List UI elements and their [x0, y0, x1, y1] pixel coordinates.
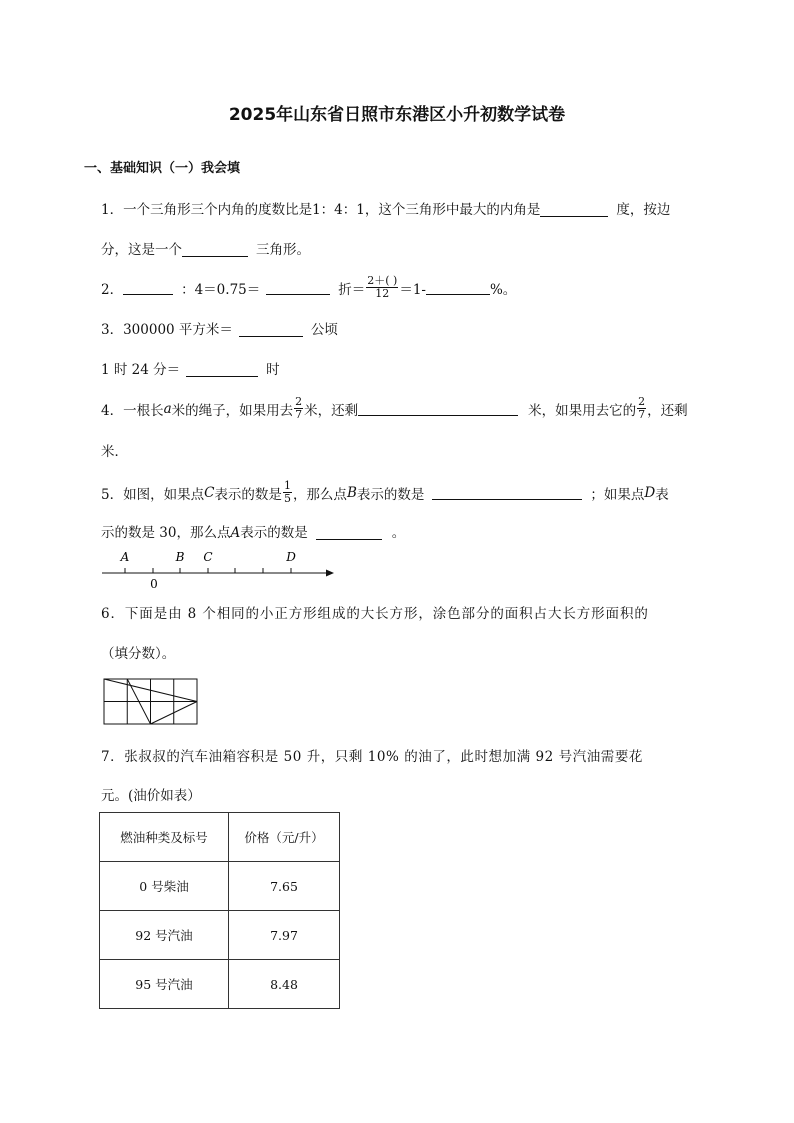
answer-blank[interactable]	[358, 401, 518, 416]
question-6-line-2: （填分数）。	[101, 646, 176, 662]
table-cell: 92 号汽油	[100, 911, 229, 960]
oil-price-table	[99, 812, 340, 1009]
point-label-c: C	[203, 550, 213, 564]
fraction-denominator: 7	[638, 408, 646, 421]
question-1-line-1	[101, 198, 670, 218]
table-header: 价格（元/升）	[229, 813, 340, 862]
fraction-numerator: 2＋( )	[367, 274, 398, 287]
q4-text-d: 米，如果用去它的	[528, 402, 637, 419]
q3-text-b: 公顷	[310, 322, 338, 338]
question-3-line-2	[101, 358, 280, 378]
point-label-a: A	[120, 550, 130, 564]
answer-blank[interactable]	[540, 202, 608, 217]
page-title: 2025年山东省日照市东港区小升初数学试卷	[228, 105, 566, 125]
q5-text-e: ；如果点	[590, 486, 645, 503]
q1-text-b: 度，按边	[616, 202, 671, 218]
q5-text-a: 5．如图，如果点	[101, 486, 205, 503]
table-row	[100, 960, 340, 1009]
q4-fraction-2	[637, 396, 646, 421]
q1-text-d: 三角形。	[256, 242, 310, 258]
q2-text-zhe: 折＝	[338, 281, 366, 298]
variable-b: B	[346, 484, 357, 501]
table-header: 燃油种类及标号	[100, 813, 229, 862]
question-4-line-1	[101, 396, 688, 421]
q3-text-d: 时	[266, 362, 280, 378]
q5-text-d: 表示的数是	[356, 486, 425, 503]
table-row	[100, 862, 340, 911]
q3-text-c: 1 时 24 分＝	[101, 362, 181, 378]
number-line-figure	[96, 546, 341, 592]
answer-blank[interactable]	[426, 280, 490, 295]
q2-fraction	[366, 275, 398, 300]
table-cell: 7.97	[229, 911, 340, 960]
answer-blank[interactable]	[182, 242, 248, 257]
answer-blank[interactable]	[123, 280, 173, 295]
q5-text-h: 表示的数是	[240, 525, 308, 541]
fraction-numerator: 2	[295, 395, 303, 408]
point-label-b: B	[175, 550, 185, 564]
q4-text-b: 米的绳子，如果用去	[171, 402, 294, 419]
q5-fraction	[283, 480, 292, 505]
section-heading: 一、基础知识（一）我会填	[84, 161, 241, 176]
question-6-line-1: 6．下面是由 8 个相同的小正方形组成的大长方形，涂色部分的面积占大长方形面积的	[101, 606, 649, 622]
answer-blank[interactable]	[239, 322, 303, 337]
q2-text-eq: ＝1-	[399, 281, 426, 298]
variable-a: a	[163, 400, 172, 417]
q2-number: 2．	[101, 281, 124, 298]
table-cell: 8.48	[229, 960, 340, 1009]
variable-a: A	[230, 525, 241, 541]
q4-text-c: 米，还剩	[304, 402, 359, 419]
question-7-line-1: 7．张叔叔的汽车油箱容积是 50 升，只剩 10% 的油了，此时想加满 92 号汽油需要花	[101, 749, 643, 765]
q4-text-a: 4．一根长	[101, 402, 164, 419]
q5-text-i: 。	[391, 525, 406, 541]
rectangle-grid-figure	[103, 678, 199, 726]
fraction-denominator: 5	[283, 492, 291, 505]
question-5-line-1	[101, 480, 669, 505]
variable-c: C	[204, 484, 215, 501]
table-cell: 0 号柴油	[100, 862, 229, 911]
q2-text-percent: %。	[489, 281, 517, 298]
question-7-line-2: 元。(油价如表）	[101, 788, 201, 804]
fraction-denominator: 12	[375, 287, 390, 300]
answer-blank[interactable]	[432, 485, 582, 500]
fraction-numerator: 1	[283, 479, 291, 492]
table-cell: 95 号汽油	[100, 960, 229, 1009]
table-cell: 7.65	[229, 862, 340, 911]
table-header-row	[100, 813, 340, 862]
answer-blank[interactable]	[316, 525, 382, 540]
table-row	[100, 911, 340, 960]
q5-text-g: 示的数是 30，那么点	[101, 525, 231, 541]
q1-text-a: 1．一个三角形三个内角的度数比是1：4：1，这个三角形中最大的内角是	[101, 202, 541, 218]
q4-text-e: ，还剩	[647, 402, 688, 419]
q5-text-b: 表示的数是	[214, 486, 282, 503]
question-2	[101, 275, 516, 300]
answer-blank[interactable]	[266, 280, 330, 295]
question-1-line-2	[101, 238, 310, 258]
q5-text-c: ，那么点	[292, 486, 347, 503]
zero-label: 0	[150, 577, 158, 591]
q5-text-f: 表	[655, 486, 669, 503]
answer-blank[interactable]	[186, 362, 258, 377]
q3-text-a: 3．300000 平方米＝	[101, 322, 233, 338]
question-5-line-2	[101, 521, 405, 541]
variable-d: D	[644, 484, 656, 501]
q2-text-ratio: ：4＝0.75＝	[181, 281, 261, 298]
fraction-numerator: 2	[638, 395, 646, 408]
q1-text-c: 分，这是一个	[101, 242, 182, 258]
question-4-line-2: 米．	[101, 444, 128, 460]
q4-fraction-1	[294, 396, 303, 421]
point-label-d: D	[286, 550, 296, 564]
number-line-arrow	[326, 570, 334, 577]
question-3-line-1	[101, 318, 338, 338]
fraction-denominator: 7	[295, 408, 303, 421]
